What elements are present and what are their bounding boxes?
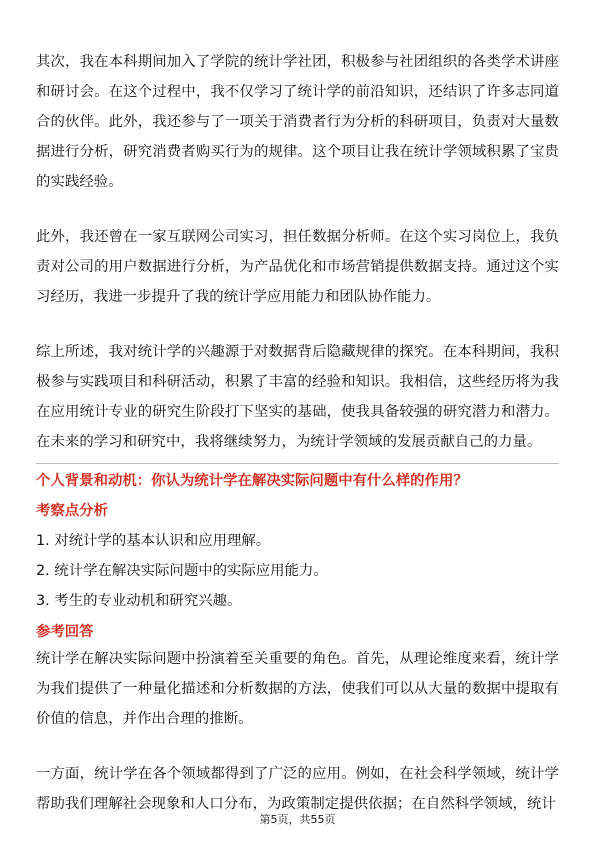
reference-answer-heading: 参考回答 bbox=[36, 624, 94, 640]
reference-answer-paragraph-2: 一方面，统计学在各个领域都得到了广泛的应用。例如，在社会科学领域，统计学帮助我们理解社会现象和人口分布，为政策制定提供依据；在自然科学领域，统计 bbox=[36, 766, 559, 812]
analysis-item-1: 1. 对统计学的基本认识和应用理解。 bbox=[36, 533, 271, 549]
analysis-item-3: 3. 考生的专业动机和研究兴趣。 bbox=[36, 593, 242, 609]
interview-question: 个人背景和动机：你认为统计学在解决实际问题中有什么样的作用？ bbox=[36, 473, 468, 489]
section-divider bbox=[36, 463, 559, 464]
analysis-heading: 考察点分析 bbox=[36, 503, 108, 519]
body-paragraph-student-club: 其次，我在本科期间加入了学院的统计学社团，积极参与社团组织的各类学术讲座和研讨会。在这个过程中，我不仅学习了统计学的前沿知识，还结识了许多志同道合的伙伴。此外，我还参与了一项关于消费者行为分析的科研项目，负责对大量数据进行分析，研究消费者购买行为的规律。这个项目让我在统计学领域积累了宝贵的实践经验。 bbox=[36, 54, 559, 190]
reference-answer-paragraph-1: 统计学在解决实际问题中扮演着至关重要的角色。首先，从理论维度来看，统计学为我们提供了一种量化描述和分析数据的方法，使我们可以从大量的数据中提取有价值的信息，并作出合理的推断。 bbox=[36, 651, 559, 727]
analysis-item-2: 2. 统计学在解决实际问题中的实际应用能力。 bbox=[36, 563, 328, 579]
body-paragraph-summary: 综上所述，我对统计学的兴趣源于对数据背后隐藏规律的探究。在本科期间，我积极参与实践项目和科研活动，积累了丰富的经验和知识。我相信，这些经历将为我在应用统计专业的研究生阶段打下坚实的基础，使我具备较强的研究潜力和潜力。在未来的学习和研究中，我将继续努力，为统计学领域的发展贡献自己的力量。 bbox=[36, 344, 559, 450]
body-paragraph-internship: 此外，我还曾在一家互联网公司实习，担任数据分析师。在这个实习岗位上，我负责对公司的用户数据进行分析，为产品优化和市场营销提供数据支持。通过这个实习经历，我进一步提升了我的统计学应用能力和团队协作能力。 bbox=[36, 229, 559, 305]
page-number-footer: 第5页，共55页 bbox=[259, 813, 336, 826]
